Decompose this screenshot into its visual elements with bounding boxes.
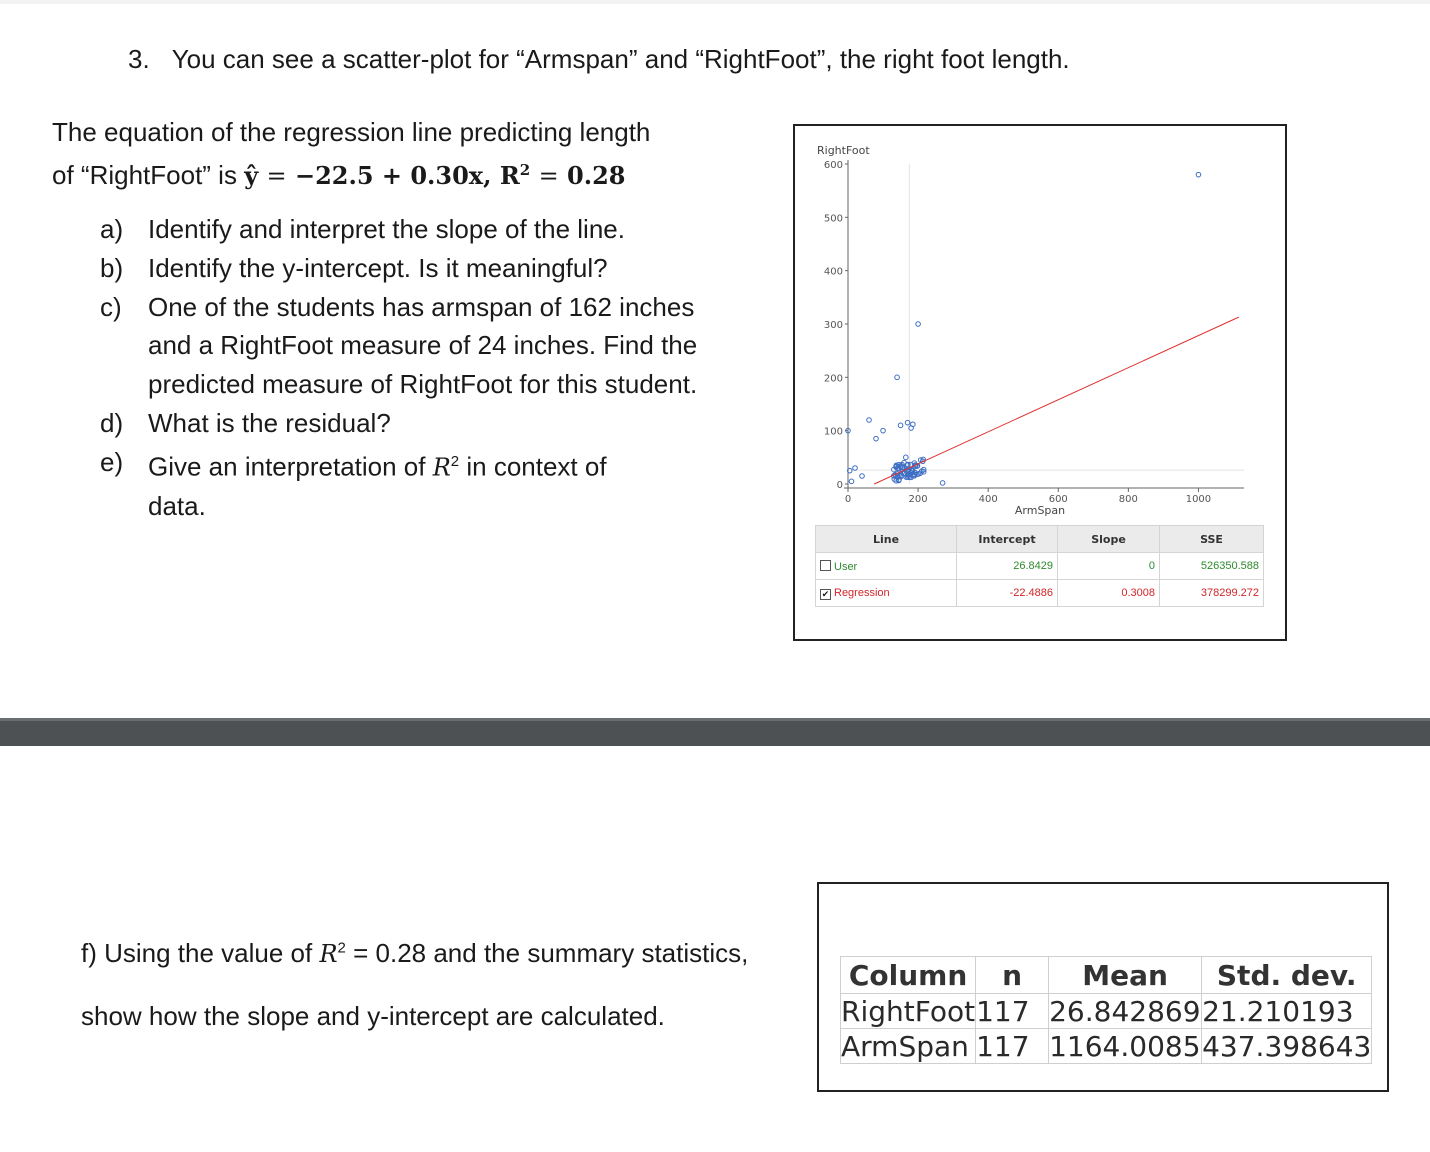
regression-equation bbox=[52, 113, 752, 195]
scatter-plot-panel bbox=[793, 124, 1287, 641]
regression-slope: 0.3008 bbox=[1058, 580, 1160, 607]
user-line-cell[interactable] bbox=[816, 553, 957, 580]
question-text: You can see a scatter-plot for “Armspan” and “RightFoot”, the right foot length. bbox=[171, 44, 1070, 74]
summary-statistics-panel bbox=[817, 882, 1389, 1092]
part-e-post: in context of data. bbox=[148, 451, 607, 522]
question-title bbox=[128, 44, 1070, 75]
part-b bbox=[100, 249, 720, 288]
part-text: Identify and interpret the slope of the line. bbox=[148, 214, 625, 244]
part-e bbox=[100, 443, 720, 526]
regression-line-cell[interactable] bbox=[816, 580, 957, 607]
regression-sse: 378299.272 bbox=[1160, 580, 1264, 607]
scatter-point bbox=[940, 481, 945, 486]
y-tick-label: 500 bbox=[823, 213, 843, 225]
part-label: a) bbox=[100, 214, 124, 244]
r-symbol: R bbox=[432, 453, 451, 482]
n-value: 117 bbox=[976, 994, 1049, 1029]
y-tick-label: 600 bbox=[823, 160, 843, 171]
top-border bbox=[0, 0, 1430, 4]
x-tick-label: 600 bbox=[1048, 494, 1068, 505]
part-f-line-2: show how the slope and y-intercept are calculated. bbox=[81, 1001, 665, 1031]
scatter-point bbox=[1196, 172, 1201, 177]
part-text: One of the students has armspan of 162 inches and a RightFoot measure of 24 inches. Find the predicted measure of RightFoot for this student. bbox=[148, 291, 698, 400]
part-d bbox=[100, 404, 720, 443]
summary-row-rightfoot bbox=[841, 994, 1372, 1029]
scatter-point bbox=[867, 418, 872, 423]
part-a bbox=[100, 210, 720, 249]
header-intercept: Intercept bbox=[957, 526, 1058, 553]
x-tick-label: 800 bbox=[1118, 494, 1138, 505]
regression-line bbox=[874, 317, 1239, 484]
summary-statistics-table bbox=[840, 956, 1372, 1064]
y-tick-label: 0 bbox=[836, 480, 843, 491]
x-tick-label: 400 bbox=[978, 494, 998, 505]
equation-math bbox=[244, 161, 625, 190]
header-std-dev: Std. dev. bbox=[1202, 957, 1372, 994]
n-value: 117 bbox=[976, 1029, 1049, 1064]
question-number: 3. bbox=[128, 44, 150, 74]
scatter-point bbox=[895, 375, 900, 380]
equation-prefix: of “RightFoot” is bbox=[52, 160, 237, 190]
line-table-header bbox=[816, 526, 1264, 553]
r-symbol: R bbox=[319, 940, 338, 968]
scatter-point bbox=[916, 322, 921, 327]
part-label: d) bbox=[100, 407, 124, 438]
part-c bbox=[100, 288, 720, 404]
column-name: ArmSpan bbox=[841, 1029, 976, 1064]
scatter-point bbox=[874, 436, 879, 441]
mean-value: 26.842869 bbox=[1049, 994, 1201, 1028]
equals-sign: = bbox=[266, 162, 287, 190]
part-f bbox=[81, 938, 801, 1032]
y-tick-label: 400 bbox=[823, 266, 843, 278]
r-sup: 2 bbox=[450, 452, 460, 470]
scatter-plot bbox=[795, 126, 1285, 521]
regression-label: Regression bbox=[834, 586, 890, 599]
header-n: n bbox=[976, 957, 1049, 994]
column-name: RightFoot bbox=[841, 994, 976, 1028]
header-slope: Slope bbox=[1058, 526, 1160, 553]
part-label: b) bbox=[100, 252, 124, 283]
regression-checkbox[interactable]: ✔ bbox=[821, 588, 830, 599]
header-line: Line bbox=[816, 526, 957, 553]
line-row-user bbox=[816, 553, 1264, 580]
y-axis-label: RightFoot bbox=[817, 144, 870, 157]
part-e-pre: Give an interpretation of bbox=[148, 451, 433, 482]
summary-row-armspan bbox=[841, 1029, 1372, 1064]
header-sse: SSE bbox=[1160, 526, 1264, 553]
equation-line-1: The equation of the regression line predicting length bbox=[52, 117, 651, 147]
equals-sign-2: = bbox=[538, 162, 559, 190]
y-tick-label: 300 bbox=[823, 320, 843, 331]
user-slope: 0 bbox=[1058, 553, 1160, 580]
part-text: Identify the y-intercept. Is it meaningful? bbox=[148, 252, 608, 283]
user-sse: 526350.588 bbox=[1160, 553, 1264, 580]
x-tick-label: 0 bbox=[844, 494, 852, 505]
scatter-point bbox=[849, 479, 854, 484]
part-text: What is the residual? bbox=[148, 407, 391, 438]
part-text bbox=[148, 443, 720, 526]
equation-line-2 bbox=[52, 151, 752, 195]
part-label: e) bbox=[100, 446, 124, 477]
y-hat: ŷ bbox=[244, 161, 259, 190]
line-row-regression bbox=[816, 580, 1264, 607]
part-f-pre: f) Using the value of bbox=[81, 938, 320, 968]
question-parts-list bbox=[100, 210, 720, 526]
x-tick-label: 1000 bbox=[1185, 494, 1212, 505]
header-column: Column bbox=[841, 957, 976, 994]
divider-highlight bbox=[0, 718, 1430, 721]
header-mean: Mean bbox=[1049, 957, 1202, 994]
scatter-point bbox=[904, 455, 909, 460]
user-checkbox[interactable] bbox=[820, 560, 831, 571]
std-dev-value: 437.398643 bbox=[1202, 1029, 1372, 1063]
x-axis-label: ArmSpan bbox=[1014, 504, 1066, 517]
part-label: c) bbox=[100, 291, 122, 322]
section-divider-bar bbox=[0, 718, 1430, 746]
equation-rhs: −22.5 + 0.30x, R bbox=[294, 161, 520, 190]
scatter-point bbox=[881, 428, 886, 433]
x-tick-label: 200 bbox=[908, 494, 928, 505]
part-f-mid: = 0.28 and the summary statistics, bbox=[345, 938, 749, 968]
scatter-point bbox=[860, 474, 865, 479]
regression-intercept: -22.4886 bbox=[957, 580, 1058, 607]
part-f-line-1 bbox=[81, 938, 801, 969]
user-intercept: 26.8429 bbox=[957, 553, 1058, 580]
r-sup: 2 bbox=[337, 939, 346, 957]
y-tick-label: 100 bbox=[823, 426, 843, 438]
std-dev-value: 21.210193 bbox=[1202, 994, 1372, 1029]
y-tick-label: 200 bbox=[823, 373, 843, 385]
equation-sup: 2 bbox=[519, 161, 531, 179]
user-label: User bbox=[834, 560, 858, 573]
scatter-point bbox=[898, 423, 903, 428]
scatter-point bbox=[853, 466, 858, 471]
line-comparison-table bbox=[815, 525, 1264, 607]
r-squared-value: 0.28 bbox=[567, 161, 626, 190]
summary-header-row bbox=[841, 957, 1372, 994]
mean-value: 1164.0085 bbox=[1049, 1029, 1201, 1063]
